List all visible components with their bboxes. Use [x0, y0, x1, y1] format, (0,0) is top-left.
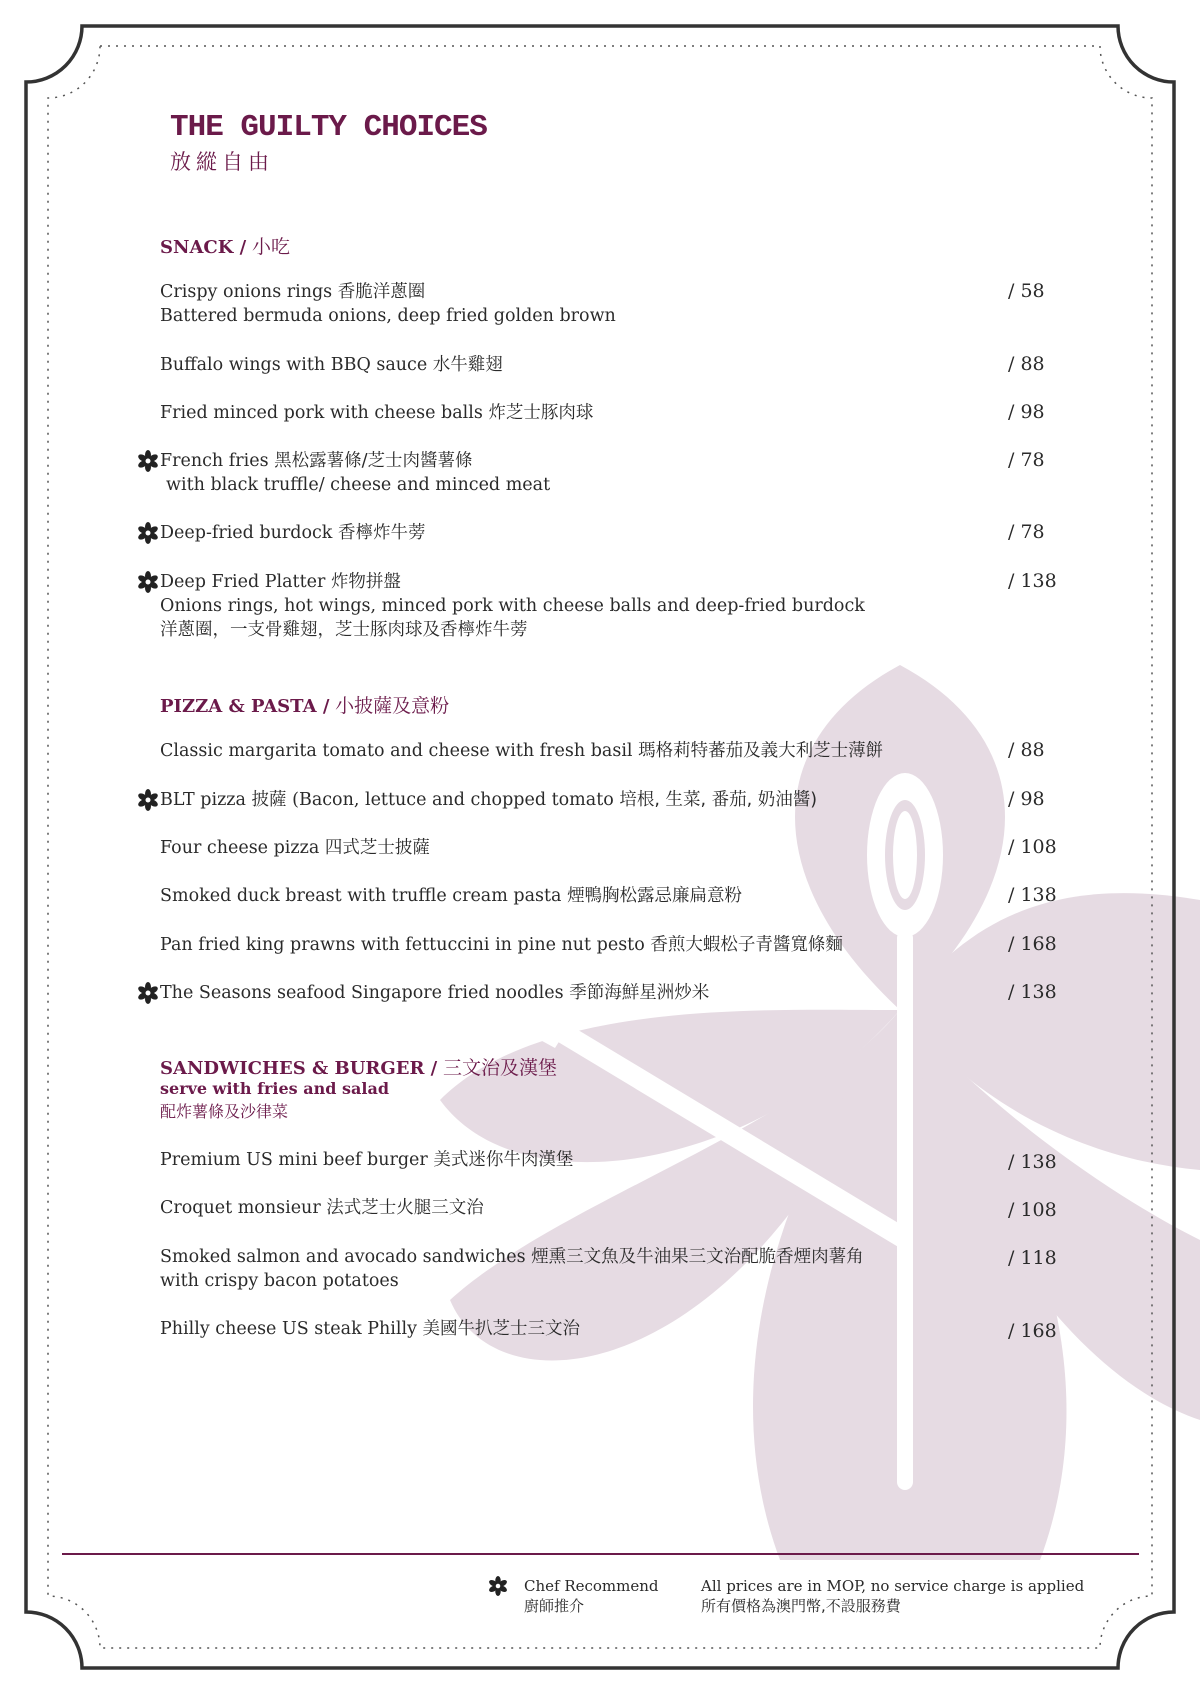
menu-item	[160, 401, 950, 425]
price-note-zh: 所有價格為澳門幣,不設服務費	[701, 1597, 901, 1615]
item-name: Premium US mini beef burger	[160, 1150, 428, 1170]
item-description: Onions rings, hot wings, minced pork with cheese balls and deep-fried burdock	[160, 596, 865, 616]
section-heading-sandwich	[160, 1053, 557, 1080]
item-name-zh: 瑪格莉特蕃茄及義大利芝士薄餅	[638, 741, 884, 761]
menu-item	[160, 353, 950, 377]
item-description-zh: 洋蔥圈，一支骨雞翅，芝士豚肉球及香檸炸牛蒡	[160, 620, 528, 640]
item-name: Philly cheese US steak Philly	[160, 1319, 417, 1339]
item-price: / 138	[1008, 981, 1057, 1003]
section-note	[160, 1077, 389, 1123]
item-description: Battered bermuda onions, deep fried golden brown	[160, 306, 616, 326]
menu-item	[160, 449, 950, 497]
section-heading-zh: 小吃	[251, 236, 290, 258]
item-price: / 138	[1008, 1151, 1057, 1173]
item-price: / 138	[1008, 884, 1057, 906]
item-name: Deep-fried burdock	[160, 523, 333, 543]
item-name-zh: 水牛雞翅	[432, 355, 503, 375]
section-heading-snack	[160, 232, 290, 259]
item-name-zh: 美國牛扒芝士三文治	[422, 1319, 581, 1339]
item-price: / 58	[1008, 280, 1045, 302]
menu-title: THE GUILTY CHOICES	[170, 110, 487, 145]
item-price: / 98	[1008, 401, 1045, 423]
chef-recommend-label: Chef Recommend	[524, 1577, 659, 1595]
item-name: Classic margarita tomato and cheese with fresh basil	[160, 741, 633, 761]
menu-item	[160, 933, 950, 957]
menu-item	[160, 884, 950, 908]
flower-star-icon	[137, 522, 159, 544]
flower-star-icon	[488, 1576, 508, 1596]
item-name-zh: 炸物拼盤	[330, 572, 401, 592]
menu-item	[160, 981, 950, 1005]
item-price: / 108	[1008, 836, 1057, 858]
item-name: Buffalo wings with BBQ sauce	[160, 355, 428, 375]
item-price: / 168	[1008, 1320, 1057, 1342]
item-price: / 118	[1008, 1247, 1057, 1269]
item-name: BLT pizza	[160, 790, 246, 810]
price-note	[701, 1576, 1084, 1616]
item-name-zh: 香煎大蝦松子青醬寬條麵	[650, 935, 843, 955]
item-name-zh: 煙鴨胸松露忌廉扁意粉	[567, 886, 743, 906]
item-price: / 138	[1008, 570, 1057, 592]
section-heading-zh: 三文治及漢堡	[443, 1057, 558, 1079]
item-name: Croquet monsieur	[160, 1198, 321, 1218]
flower-star-icon	[137, 982, 159, 1004]
footer-divider	[62, 1553, 1139, 1555]
item-name-zh: 季節海鮮星洲炒米	[569, 983, 710, 1003]
menu-item	[160, 739, 960, 763]
item-name-zh: 黑松露薯條/芝士肉醬薯條	[274, 451, 473, 471]
item-name: French fries	[160, 451, 269, 471]
flower-star-icon	[137, 789, 159, 811]
item-name-zh: 法式芝士火腿三文治	[326, 1198, 484, 1218]
item-name-zh: 煙熏三文魚及牛油果三文治配脆香煙肉薯角	[531, 1247, 864, 1267]
item-name-detail: (Bacon, lettuce and chopped tomato	[292, 790, 614, 810]
menu-item	[160, 1245, 950, 1293]
menu-item	[160, 280, 950, 328]
item-name-zh: 披薩	[251, 790, 287, 810]
item-description: with crispy bacon potatoes	[160, 1271, 399, 1291]
item-description: with black truffle/ cheese and minced meat	[166, 475, 551, 495]
item-name-zh: 炸芝士豚肉球	[488, 403, 594, 423]
section-heading-pizza	[160, 691, 449, 718]
item-name: The Seasons seafood Singapore fried noodles	[160, 983, 564, 1003]
item-price: / 88	[1008, 353, 1045, 375]
item-name: Pan fried king prawns with fettuccini in pine nut pesto	[160, 935, 645, 955]
menu-item	[160, 521, 950, 545]
item-name: Deep Fried Platter	[160, 572, 326, 592]
item-price: / 78	[1008, 449, 1045, 471]
item-name-zh: 美式迷你牛肉漢堡	[433, 1150, 574, 1170]
section-heading-en: SNACK /	[160, 237, 247, 258]
section-note-zh: 配炸薯條及沙律菜	[160, 1102, 289, 1121]
chef-recommend-label-zh: 廚師推介	[524, 1597, 585, 1615]
chef-recommend-legend	[524, 1576, 659, 1616]
flower-star-icon	[137, 450, 159, 472]
menu-item	[160, 1148, 950, 1172]
price-note-en: All prices are in MOP, no service charge is applied	[701, 1577, 1085, 1595]
section-heading-en: SANDWICHES & BURGER /	[160, 1058, 438, 1079]
item-name-zh: 四式芝士披薩	[324, 838, 430, 858]
menu-item	[160, 788, 960, 812]
item-name: Smoked salmon and avocado sandwiches	[160, 1247, 526, 1267]
item-price: / 88	[1008, 739, 1045, 761]
menu-title-zh: 放縱自由	[170, 150, 274, 174]
item-name-zh: 香檸炸牛蒡	[337, 523, 426, 543]
section-heading-zh: 小披薩及意粉	[335, 695, 450, 717]
item-name: Four cheese pizza	[160, 838, 320, 858]
item-name: Smoked duck breast with truffle cream pasta	[160, 886, 562, 906]
item-name-zh: 香脆洋蔥圈	[337, 282, 426, 302]
item-price: / 108	[1008, 1199, 1057, 1221]
item-price: / 98	[1008, 788, 1045, 810]
section-heading-en: PIZZA & PASTA /	[160, 696, 330, 717]
section-note-en: serve with fries and salad	[160, 1079, 390, 1098]
menu-item	[160, 570, 950, 642]
menu-item	[160, 1317, 950, 1341]
menu-item	[160, 836, 950, 860]
item-price: / 78	[1008, 521, 1045, 543]
flower-star-icon	[137, 571, 159, 593]
item-name: Crispy onions rings	[160, 282, 333, 302]
item-name-detail-zh: 培根, 生菜, 番茄, 奶油醬)	[619, 790, 818, 810]
menu-item	[160, 1196, 950, 1220]
item-name: Fried minced pork with cheese balls	[160, 403, 483, 423]
item-price: / 168	[1008, 933, 1057, 955]
